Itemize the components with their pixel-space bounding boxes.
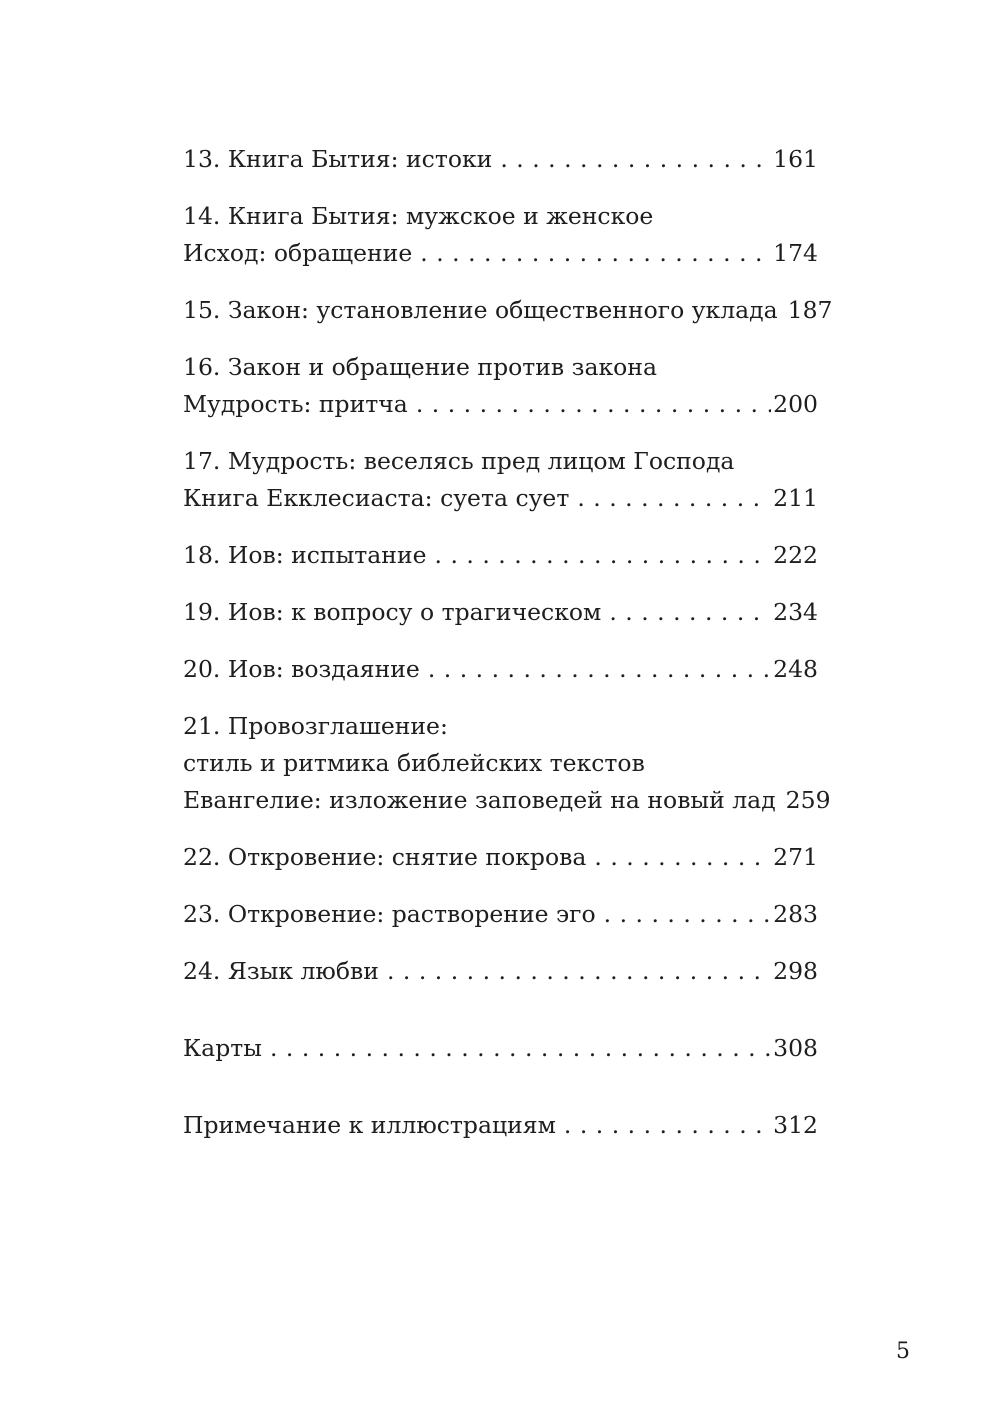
dot-leader [427, 537, 772, 574]
toc-entry-subtitle: Исход: обращение [183, 239, 413, 267]
toc-entry-subtitle: Мудрость: притча [183, 390, 408, 418]
toc-page-number: 271 [773, 843, 818, 871]
toc-entry-title: 21. Провозглашение: [183, 712, 448, 740]
toc-line [183, 782, 831, 819]
toc-line [183, 1107, 818, 1144]
dot-leader [778, 292, 786, 329]
toc-page-number: 298 [773, 957, 818, 985]
dot-leader [596, 896, 772, 933]
dot-leader [556, 1107, 771, 1144]
toc-page-number: 283 [773, 900, 818, 928]
toc-page-number: 248 [773, 655, 818, 683]
dot-leader [379, 953, 771, 990]
toc-page-number: 161 [773, 145, 818, 173]
toc-entry-title: 22. Откровение: снятие покрова [183, 843, 587, 871]
toc-entry-title-continued: стиль и ритмика библейских текстов [183, 749, 645, 777]
toc-entry-title: 20. Иов: воздаяние [183, 655, 420, 683]
toc-entry-title: Карты [183, 1034, 262, 1062]
toc-entry [183, 594, 818, 631]
toc-entry [183, 1107, 818, 1144]
toc-entry-title: 19. Иов: к вопросу о трагическом [183, 598, 602, 626]
toc-entry [183, 198, 818, 272]
toc-entry [183, 141, 818, 178]
toc-entry-title: 23. Откровение: растворение эго [183, 900, 596, 928]
toc-page-number: 211 [773, 484, 818, 512]
toc-line [183, 292, 833, 329]
toc-line [183, 349, 818, 386]
toc-entry-title: 17. Мудрость: веселясь пред лицом Господа [183, 447, 735, 475]
dot-leader [601, 594, 771, 631]
toc-page-number: 259 [785, 786, 831, 814]
toc-line [183, 953, 818, 990]
toc-entry [183, 537, 818, 574]
toc-entry [183, 896, 818, 933]
toc-line [183, 443, 818, 480]
toc-line [183, 1030, 818, 1067]
toc-page-number: 187 [787, 296, 833, 324]
toc-entry [183, 953, 818, 990]
dot-leader [586, 839, 771, 876]
toc-page-number: 174 [773, 239, 818, 267]
toc-entry-subtitle: Евангелие: изложение заповедей на новый лад [183, 786, 776, 814]
toc-line [183, 896, 818, 933]
toc-line [183, 235, 818, 272]
toc-entry-title: 16. Закон и обращение против закона [183, 353, 657, 381]
toc-line [183, 708, 818, 745]
toc-entry-subtitle: Книга Екклесиаста: суета сует [183, 484, 570, 512]
toc-page-number: 312 [773, 1111, 818, 1139]
page-number: 5 [896, 1339, 910, 1364]
toc-page-number: 234 [773, 598, 818, 626]
dot-leader [420, 651, 771, 688]
toc-line [183, 537, 818, 574]
toc-entry [183, 443, 818, 517]
toc-page-number: 308 [773, 1034, 818, 1062]
toc-entry-title: 13. Книга Бытия: истоки [183, 145, 493, 173]
toc-entry [183, 292, 833, 329]
toc-line [183, 651, 818, 688]
dot-leader [492, 141, 771, 178]
toc-page-number: 222 [773, 541, 818, 569]
toc-line [183, 839, 818, 876]
toc-line [183, 386, 818, 423]
toc-entry [183, 708, 831, 819]
dot-leader [412, 235, 771, 272]
toc-entry-title: 14. Книга Бытия: мужское и женское [183, 202, 654, 230]
toc-line [183, 480, 818, 517]
toc-entry [183, 651, 818, 688]
toc-line [183, 745, 818, 782]
toc-entry-title: 15. Закон: установление общественного уклада [183, 296, 778, 324]
toc-entry-title: 24. Язык любви [183, 957, 379, 985]
toc-line [183, 141, 818, 178]
toc-line [183, 594, 818, 631]
dot-leader [776, 782, 784, 819]
toc-entry [183, 1030, 818, 1067]
toc-entry [183, 839, 818, 876]
dot-leader [569, 480, 771, 517]
toc-entry-title: 18. Иов: испытание [183, 541, 427, 569]
toc-page-number: 200 [773, 390, 818, 418]
dot-leader [408, 386, 771, 423]
toc-entry [183, 349, 818, 423]
table-of-contents [183, 141, 833, 1164]
toc-line [183, 198, 818, 235]
toc-entry-title: Примечание к иллюстрациям [183, 1111, 556, 1139]
dot-leader [262, 1030, 771, 1067]
